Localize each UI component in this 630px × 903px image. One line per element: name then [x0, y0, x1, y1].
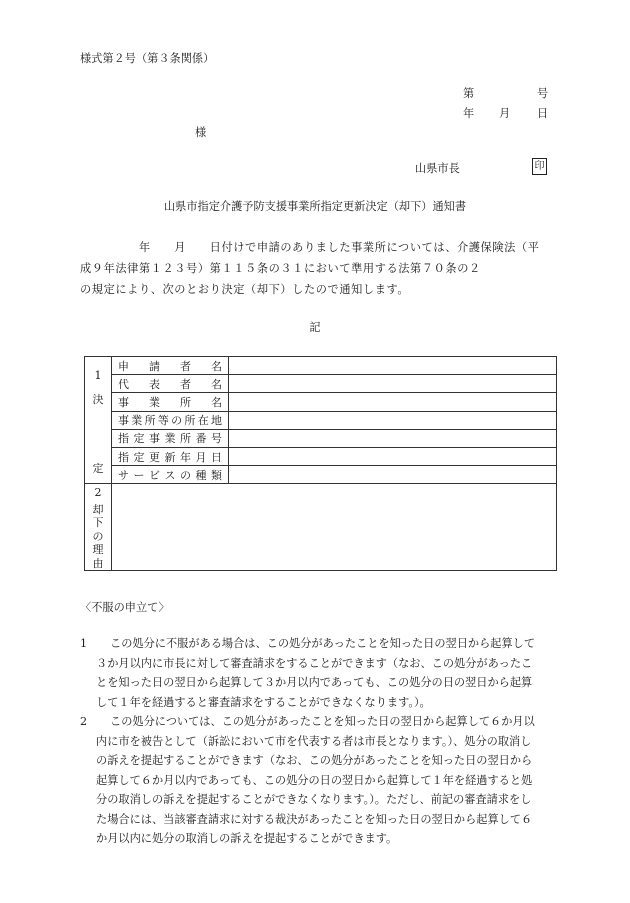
- doc-number-go: 号: [537, 87, 549, 100]
- row-value[interactable]: [229, 411, 557, 429]
- seal-mark: 印: [532, 158, 547, 175]
- note-number: 2: [80, 715, 88, 728]
- addressee: 様: [195, 126, 207, 139]
- section2-header: [85, 484, 112, 571]
- section1-char: 決: [92, 393, 104, 406]
- note-item: [80, 634, 550, 712]
- row-label: [112, 411, 229, 429]
- note-line: 起算して６か月以内であっても、この処分の日の翌日から起算して１年を経過すると処: [96, 773, 533, 787]
- label-text: 事 業 所 名: [118, 395, 222, 409]
- section2-char: 由: [92, 556, 104, 570]
- objection-heading: 〈不服の申立て〉: [80, 601, 170, 614]
- form-label: 様式第２号（第３条関係）: [80, 52, 215, 65]
- issuer-name: 山県市長: [415, 162, 460, 175]
- note-line: か月以内に処分の取消しの訴えを提起することができます。: [96, 832, 398, 845]
- body-line: の規定により、次のとおり決定（却下）したので通知します。: [80, 283, 410, 296]
- row-label: [112, 429, 229, 447]
- notice-body: [80, 237, 550, 300]
- ki-heading: 記: [309, 321, 321, 334]
- row-label: [112, 393, 229, 411]
- table-row: [85, 429, 557, 447]
- label-text: 申 請 者 名: [118, 359, 222, 373]
- section2-char: 理: [92, 543, 104, 557]
- label-text: 指 定 更 新 年 月 日: [118, 450, 222, 464]
- row-label: [112, 447, 229, 465]
- rejection-reason-field[interactable]: [112, 484, 557, 571]
- note-line: 内に市を被告として（訴訟において市を代表する者は市長となります。）、処分の取消し: [96, 734, 532, 748]
- note-number: 1: [80, 637, 88, 650]
- row-value[interactable]: [229, 393, 557, 411]
- row-label: [112, 466, 229, 484]
- decision-table: [84, 356, 557, 571]
- note-line: して１年を経過すると審査請求をすることができなくなります。）。: [96, 695, 431, 709]
- note-line: た場合には、当該審査請求に対する裁決があったことを知った日の翌日から起算して６: [96, 812, 533, 826]
- note-line: ３か月以内に市長に対して審査請求をすることができます（なお、この処分があったこ: [96, 656, 533, 670]
- body-line: 年 月 日付けで申請のありました事業所については、介護保険法（平: [80, 241, 540, 254]
- section1-header: [85, 357, 112, 484]
- note-line: とを知った日の翌日から起算して３か月以内であっても、この処分の日の翌日から起算: [96, 676, 533, 689]
- section2-number: 2: [94, 486, 102, 500]
- row-value[interactable]: [229, 357, 557, 375]
- row-value[interactable]: [229, 466, 557, 484]
- label-text: 代 表 者 名: [118, 377, 222, 391]
- note-line: 分の取消しの訴えを提起することができなくなります。）。ただし、前記の審査請求をし: [96, 793, 532, 806]
- note-line: この処分に不服がある場合は、この処分があったことを知った日の翌日から起算して: [110, 637, 536, 650]
- table-row: [85, 393, 557, 411]
- row-value[interactable]: [229, 375, 557, 393]
- row-label: [112, 375, 229, 393]
- doc-number-dai: 第: [463, 87, 475, 100]
- row-label: [112, 357, 229, 375]
- label-text: 指 定 事 業 所 番 号: [118, 432, 222, 446]
- section2-char: の: [92, 529, 104, 543]
- table-row: [85, 466, 557, 484]
- row-value[interactable]: [229, 447, 557, 465]
- objection-notes: [80, 634, 550, 849]
- body-line: 成９年法律第１２３号）第１１５条の３１において準用する法第７０条の２: [80, 262, 481, 275]
- note-line: の訴えを提起することができます（なお、この処分があったことを知った日の翌日から: [96, 754, 533, 767]
- table-row: [85, 484, 557, 571]
- section1-number: 1: [94, 369, 102, 382]
- document-title: 山県市指定介護予防支援事業所指定更新決定（却下）通知書: [163, 200, 467, 213]
- table-row: [85, 447, 557, 465]
- row-value[interactable]: [229, 429, 557, 447]
- table-row: [85, 375, 557, 393]
- table-row: [85, 411, 557, 429]
- note-line: この処分については、この処分があったことを知った日の翌日から起算して６か月以: [110, 715, 535, 728]
- section1-char: 定: [92, 462, 104, 475]
- table-row: [85, 357, 557, 375]
- date-year: 年: [463, 107, 475, 120]
- section2-char: 却: [92, 502, 104, 516]
- date-month: 月: [499, 107, 511, 120]
- date-day: 日: [537, 107, 549, 120]
- label-text: サ ー ビ ス の 種 類: [118, 468, 222, 482]
- label-text: 事 業 所 等 の 所 在 地: [118, 414, 222, 428]
- section2-char: 下: [92, 516, 104, 530]
- note-item: [80, 712, 550, 849]
